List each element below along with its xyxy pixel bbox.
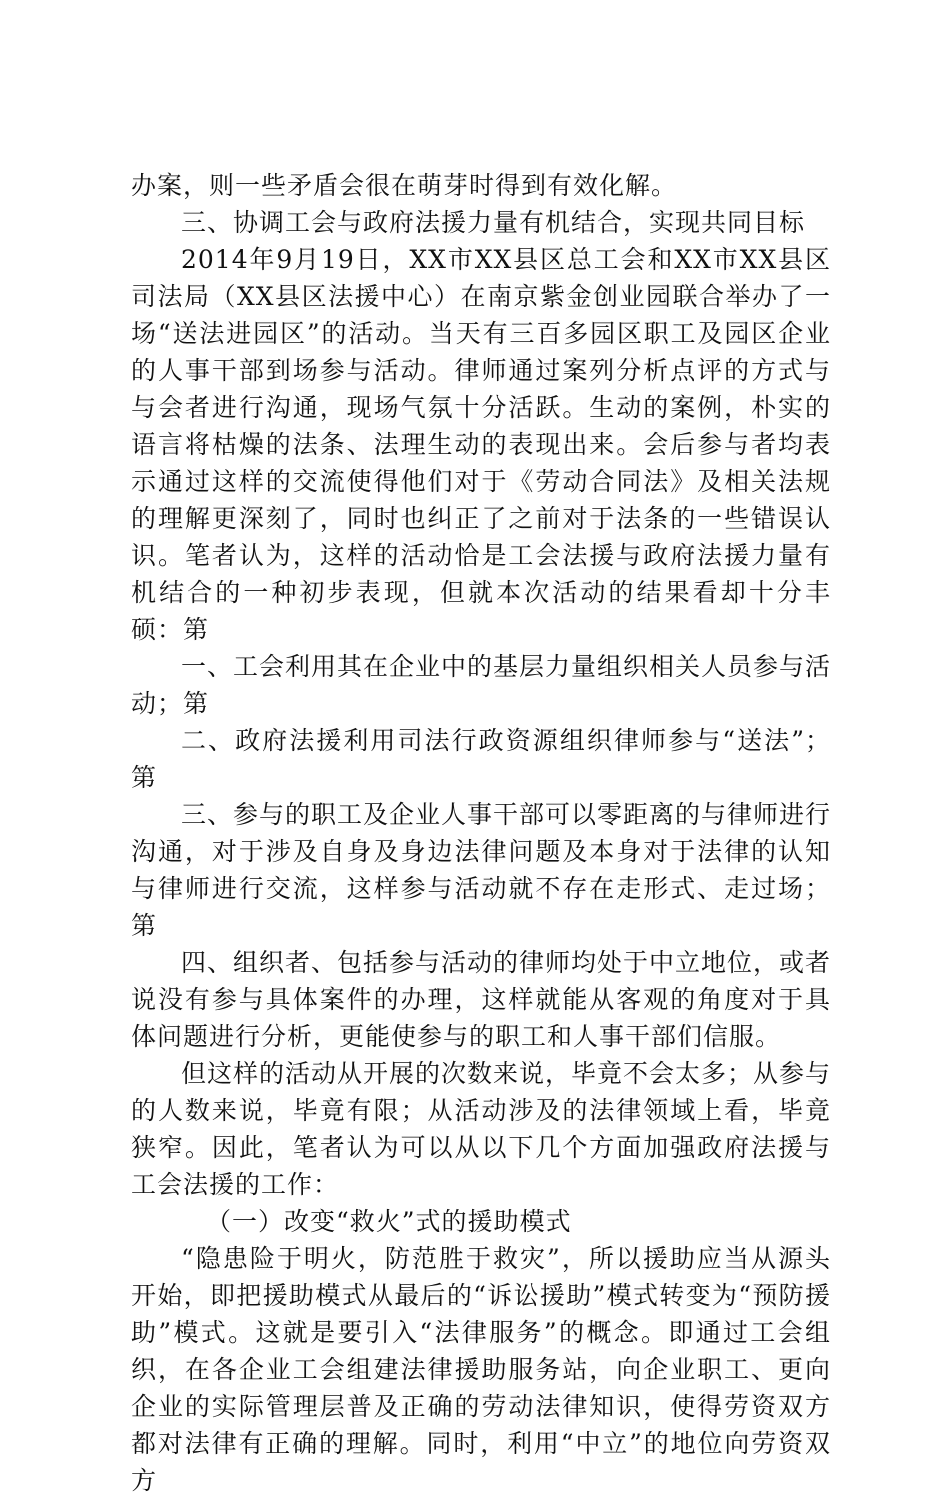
paragraph-prevention: “隐患险于明火，防范胜于救灾”，所以援助应当从源头开始，即把援助模式从最后的“诉讼援助”模式转变为“预防援助”模式。这就是要引入“法律服务”的概念。即通过工会组织，在各企业工会组建法律援助服务站，向企业职工、更向企业的实际管理层普及正确的劳动法律知识，使得劳资双方都对法律有正确的理解。同时，利用“中立”的地位向劳资双方 <box>131 1244 831 1495</box>
paragraph-however: 但这样的活动从开展的次数来说，毕竟不会太多；从参与的人数来说，毕竟有限；从活动涉及的法律领域上看，毕竟狭窄。因此，笔者认为可以从以下几个方面加强政府法援与工会法援的工作： <box>131 1059 832 1199</box>
paragraph-continuation: 办案，则一些矛盾会很在萌芽时得到有效化解。 <box>131 171 678 200</box>
subsection-heading-1: （一）改变“救火”式的援助模式 <box>206 1207 572 1236</box>
list-item-1: 一、工会利用其在企业中的基层力量组织相关人员参与活动；第 <box>131 652 832 718</box>
section-heading-3: 三、协调工会与政府法援力量有机结合，实现共同目标 <box>181 208 806 237</box>
list-item-2: 二、政府法援利用司法行政资源组织律师参与“送法”；第 <box>131 726 831 792</box>
document-page <box>131 167 831 1499</box>
paragraph-event: 2014年9月19日，XX市XX县区总工会和XX市XX县区司法局（XX县区法援中心）在南京紫金创业园联合举办了一场“送法进园区”的活动。当天有三百多园区职工及园区企业的人事干部到场参与活动。律师通过案列分析点评的方式与与会者进行沟通，现场气氛十分活跃。生动的案例，朴实的语言将枯燥的法条、法理生动的表现出来。会后参与者均表示通过这样的交流使得他们对于《劳动合同法》及相关法规的理解更深刻了，同时也纠正了之前对于法条的一些错误认识。笔者认为，这样的活动恰是工会法援与政府法援力量有机结合的一种初步表现，但就本次活动的结果看却十分丰硕：第 <box>131 245 831 644</box>
list-item-3: 三、参与的职工及企业人事干部可以零距离的与律师进行沟通，对于涉及自身及身边法律问题及本身对于法律的认知与律师进行交流，这样参与活动就不存在走形式、走过场；第 <box>131 800 832 940</box>
list-item-4: 四、组织者、包括参与活动的律师均处于中立地位，或者说没有参与具体案件的办理，这样就能从客观的角度对于具体问题进行分析，更能使参与的职工和人事干部们信服。 <box>131 948 832 1051</box>
